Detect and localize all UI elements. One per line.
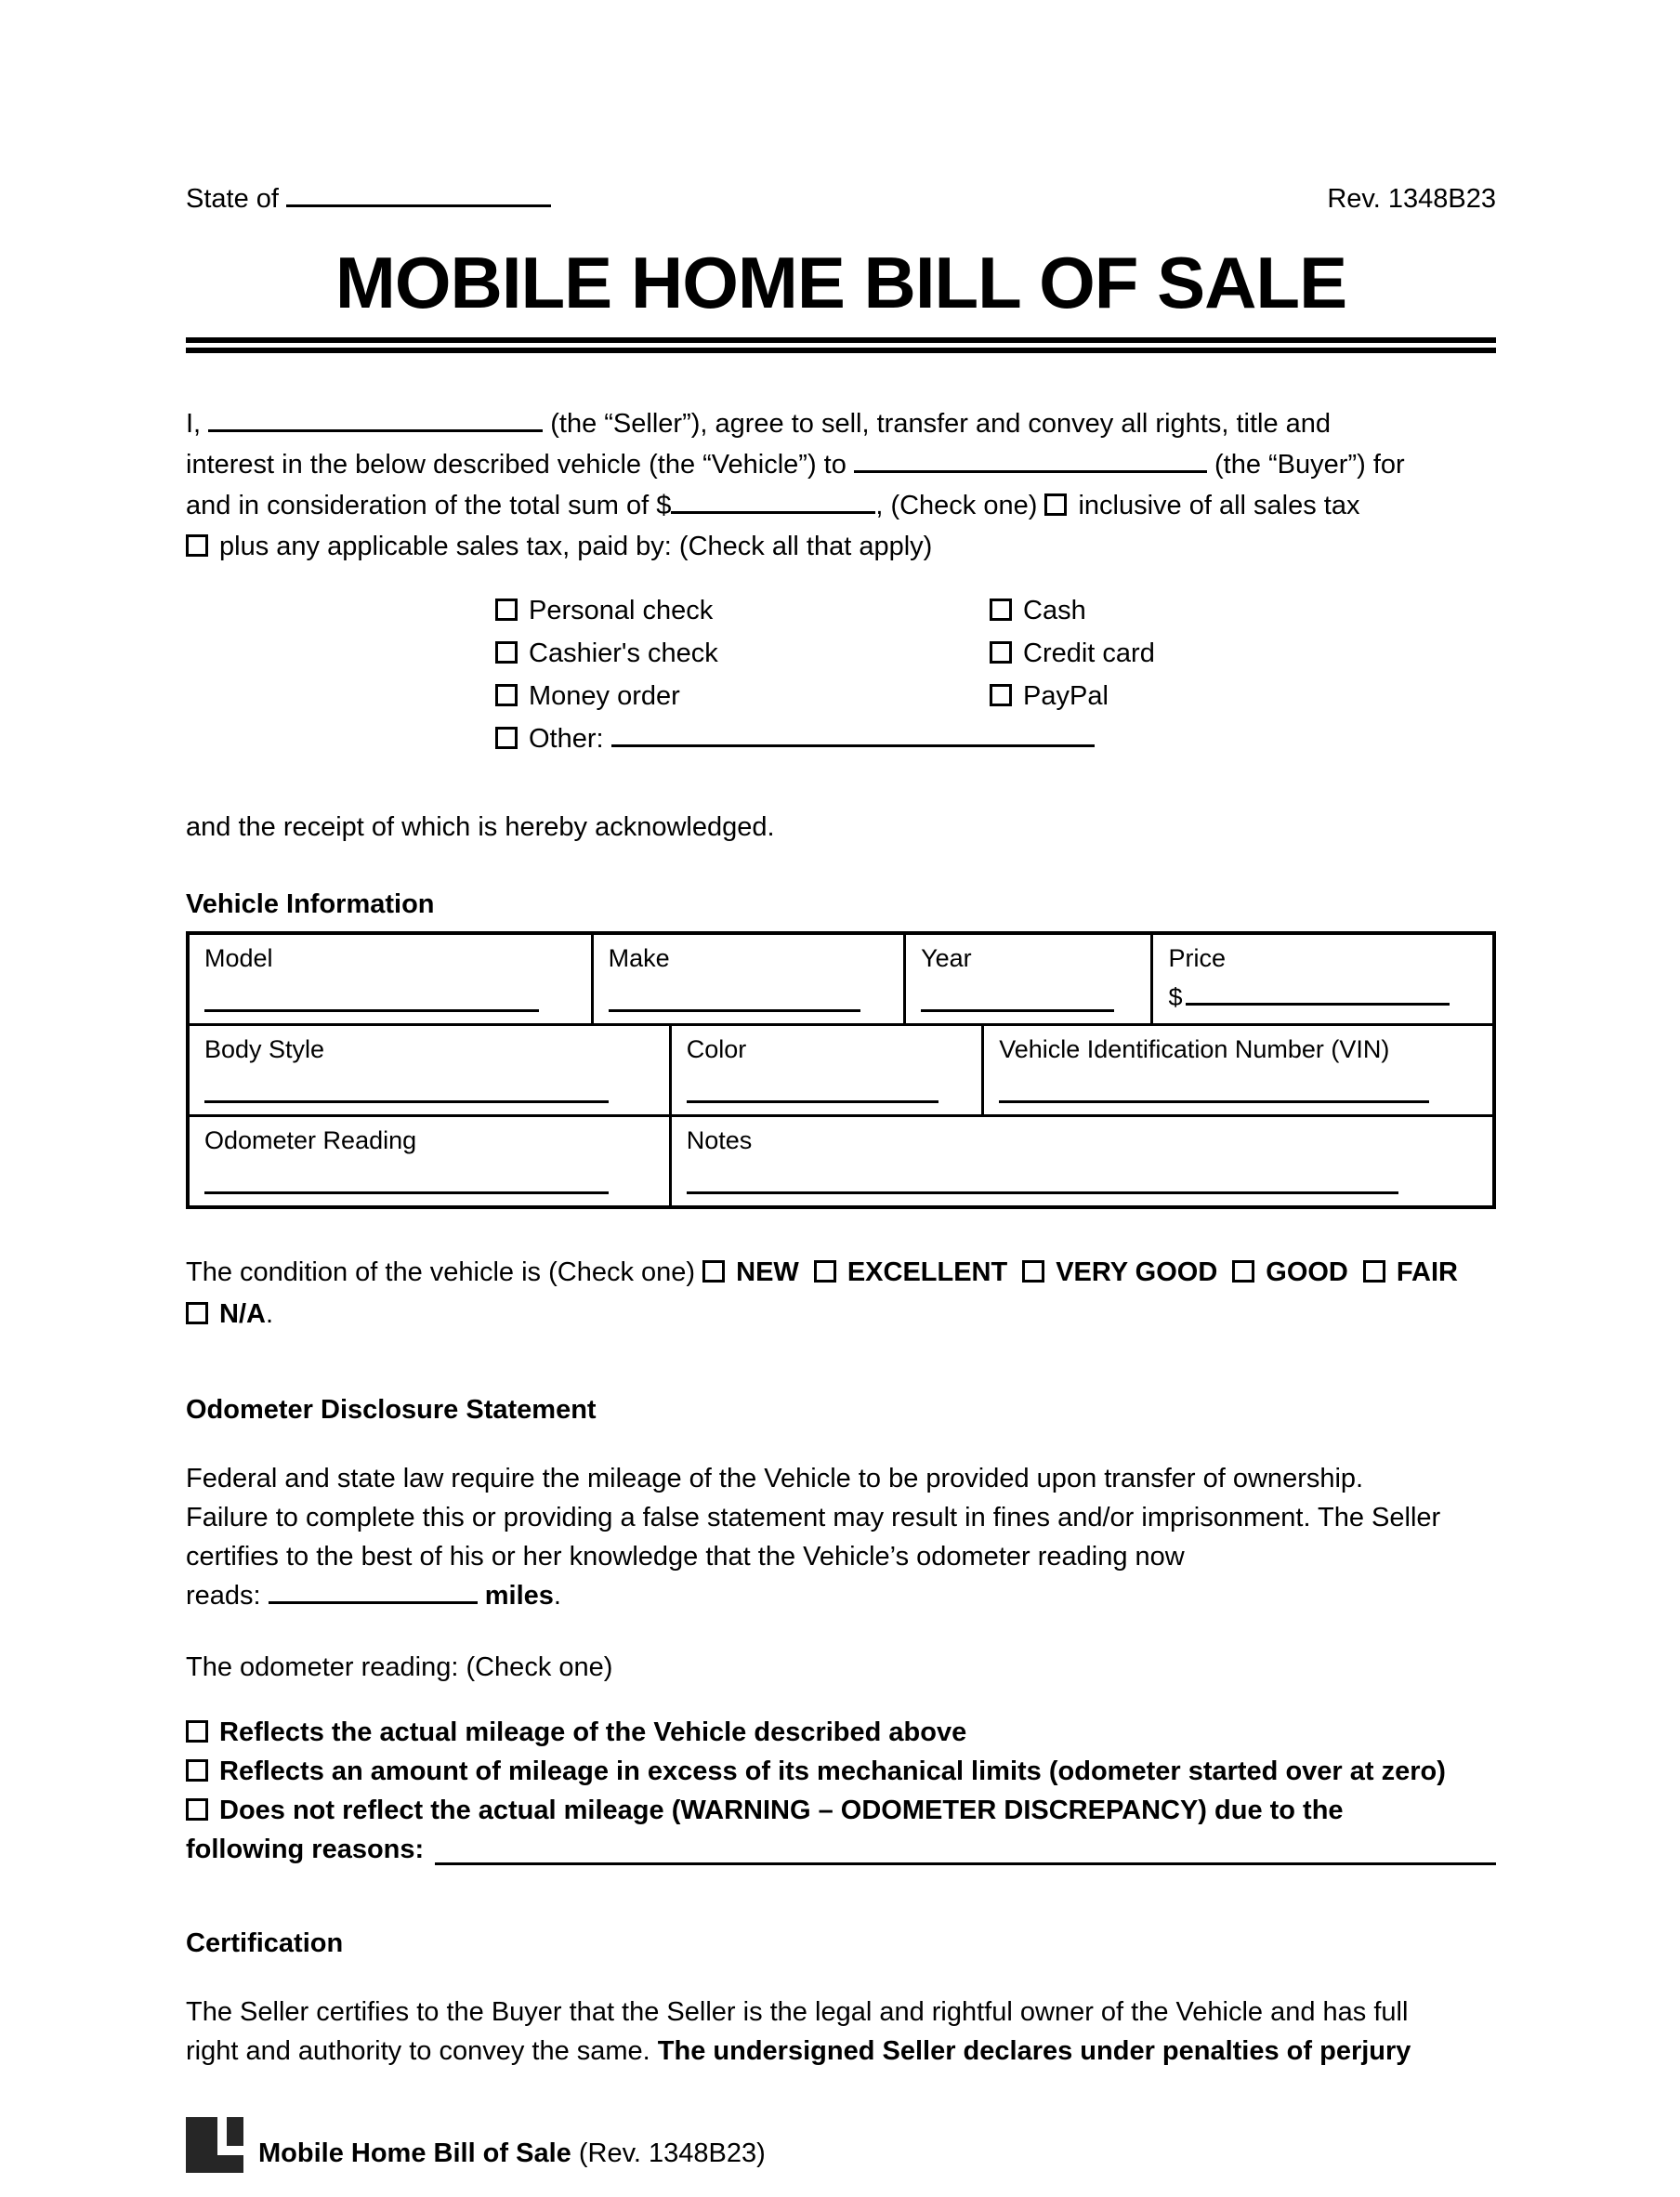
title-divider [186,337,1496,353]
table-row [190,1026,1492,1117]
odometer-reading-prompt: The odometer reading: (Check one) [186,1652,613,1682]
page-title: MOBILE HOME BILL OF SALE [335,242,1347,323]
year-label: Year [921,944,972,972]
color-label: Color [686,1035,747,1063]
table-row [190,1117,1492,1205]
cash-checkbox[interactable] [990,599,1012,621]
following-reasons-label: following reasons: [186,1835,425,1864]
paypal-checkbox[interactable] [990,684,1012,706]
condition-suffix: . [265,1299,274,1329]
condition-prefix: The condition of the vehicle is (Check one) [186,1257,696,1287]
odometer-reading-cell [190,1117,672,1205]
condition-very-good-checkbox[interactable] [1022,1260,1044,1283]
footer-title-line [258,2138,766,2173]
buyer-name-blank[interactable] [854,463,1207,473]
footer-revision: (Rev. 1348B23) [578,2138,766,2168]
condition-very-good-label: VERY GOOD [1056,1257,1218,1287]
intro-text: and in consideration of the total sum of $ [186,491,672,520]
inclusive-sales-tax-checkbox[interactable] [1044,493,1067,516]
model-blank[interactable] [204,1006,539,1012]
paypal-label: PayPal [1023,681,1109,711]
certification-heading: Certification [186,1928,344,1958]
cash-label: Cash [1023,596,1086,625]
certification-bold-text: The undersigned Seller declares under penalties of perjury [657,2036,1411,2066]
condition-excellent-checkbox[interactable] [814,1260,836,1283]
other-payment-checkbox[interactable] [495,727,518,749]
payment-option-row [495,717,1496,760]
state-of-line [186,184,551,215]
vin-blank[interactable] [999,1097,1429,1103]
price-label: Price [1168,944,1226,972]
actual-mileage-label: Reflects the actual mileage of the Vehicle described above [219,1717,967,1747]
credit-card-label: Credit card [1023,638,1155,668]
money-order-label: Money order [529,681,680,711]
legal-templates-logo-icon [186,2117,243,2173]
seller-name-blank[interactable] [208,422,543,432]
odometer-disclosure-heading: Odometer Disclosure Statement [186,1395,597,1425]
vehicle-information-table [186,931,1496,1209]
body-style-cell [190,1026,672,1114]
year-cell [906,935,1153,1023]
mileage-excess-checkbox[interactable] [186,1759,208,1782]
inclusive-sales-tax-label: inclusive of all sales tax [1078,491,1360,520]
odometer-disclosure-paragraph [186,1459,1496,1615]
payment-option-row [990,589,1155,632]
condition-line-2 [186,1294,1496,1335]
odometer-reads-line [186,1576,1496,1615]
condition-excellent-label: EXCELLENT [847,1257,1008,1287]
condition-na-checkbox[interactable] [186,1302,208,1324]
personal-check-label: Personal check [529,596,714,625]
make-cell [594,935,906,1023]
odometer-reading-blank[interactable] [204,1188,609,1194]
sale-amount-blank[interactable] [671,504,875,514]
notes-cell [672,1117,1492,1205]
discrepancy-reasons-blank[interactable] [435,1855,1496,1865]
price-entry-row [1168,983,1477,1012]
intro-text: (the “Buyer”) for [1214,450,1405,480]
intro-line-4 [186,526,1496,567]
odometer-paragraph-line: certifies to the best of his or her knowledge that the Vehicle’s odometer reading now [186,1542,1185,1572]
notes-blank[interactable] [687,1188,1398,1194]
payment-option-row [990,675,1155,717]
condition-line-1 [186,1252,1496,1294]
state-blank[interactable] [286,197,551,207]
other-payment-label: Other: [529,724,604,754]
intro-line-2 [186,444,1496,485]
price-blank[interactable] [1186,999,1449,1006]
make-label: Make [608,944,670,972]
document-content [186,0,1496,2173]
price-cell [1153,935,1492,1023]
color-blank[interactable] [687,1097,938,1103]
plus-sales-tax-checkbox[interactable] [186,534,208,557]
mileage-excess-label: Reflects an amount of mileage in excess of its mechanical limits (odometer started over at zero) [219,1756,1446,1786]
payment-column-right [990,589,1155,717]
condition-fair-label: FAIR [1396,1257,1458,1287]
model-label: Model [204,944,273,972]
actual-mileage-checkbox[interactable] [186,1720,208,1743]
condition-good-checkbox[interactable] [1232,1260,1254,1283]
payment-methods [186,589,1496,760]
vehicle-information-heading: Vehicle Information [186,889,435,919]
condition-na-label: N/A [219,1299,266,1329]
receipt-acknowledgment: and the receipt of which is hereby acknowledged. [186,812,775,842]
odometer-discrepancy-checkbox[interactable] [186,1798,208,1821]
condition-fair-checkbox[interactable] [1363,1260,1385,1283]
document-footer [186,2117,1496,2173]
condition-section [186,1252,1496,1335]
intro-line-3 [186,485,1496,526]
condition-new-checkbox[interactable] [702,1260,725,1283]
odometer-reading-label: Odometer Reading [204,1126,417,1154]
certification-text: right and authority to convey the same. [186,2036,650,2066]
condition-good-label: GOOD [1266,1257,1348,1287]
make-blank[interactable] [609,1006,860,1012]
condition-new-label: NEW [736,1257,799,1287]
model-cell [190,935,594,1023]
miles-label: miles [484,1581,554,1611]
miles-period: . [553,1581,561,1611]
dollar-sign-label: $ [1168,983,1183,1011]
odometer-option-row [186,1713,1496,1752]
notes-label: Notes [686,1126,753,1154]
other-payment-blank[interactable] [611,737,1095,747]
odometer-discrepancy-label: Does not reflect the actual mileage (WARNING – ODOMETER DISCREPANCY) due to the [219,1796,1344,1825]
discrepancy-reasons-row [186,1830,1496,1869]
certification-line-2 [186,2032,1496,2071]
odometer-option-row [186,1791,1496,1830]
color-cell [672,1026,984,1114]
odometer-option-row [186,1752,1496,1791]
intro-text: (the “Seller”), agree to sell, transfer and convey all rights, title and [550,409,1332,439]
body-style-blank[interactable] [204,1097,609,1103]
certification-line-1: The Seller certifies to the Buyer that the Seller is the legal and rightful owner of the Vehicle and has full [186,1997,1409,2027]
state-of-label: State of [186,184,279,214]
body-style-label: Body Style [204,1035,325,1063]
footer-document-title: Mobile Home Bill of Sale [258,2138,571,2168]
personal-check-checkbox[interactable] [495,599,518,621]
money-order-checkbox[interactable] [495,684,518,706]
certification-paragraph [186,1993,1496,2071]
vin-label: Vehicle Identification Number (VIN) [999,1035,1390,1063]
payment-option-row [990,632,1155,675]
year-blank[interactable] [921,1006,1114,1012]
revision-label: Rev. 1348B23 [1327,184,1496,214]
cashiers-check-checkbox[interactable] [495,641,518,664]
cashiers-check-label: Cashier's check [529,638,718,668]
reads-label: reads: [186,1581,261,1611]
credit-card-checkbox[interactable] [990,641,1012,664]
vin-cell [984,1026,1492,1114]
intro-text: I, [186,409,202,439]
intro-paragraph [186,403,1496,567]
intro-text: , (Check one) [875,491,1038,520]
odometer-reading-options [186,1713,1496,1869]
odometer-paragraph-line: Federal and state law require the mileage of the Vehicle to be provided upon transfer of ownership. [186,1464,1364,1493]
intro-line-1 [186,403,1496,444]
document-header [186,184,1496,215]
odometer-miles-blank[interactable] [269,1594,478,1604]
plus-sales-tax-label: plus any applicable sales tax, paid by: (Check all that apply) [219,532,933,561]
odometer-paragraph-line: Failure to complete this or providing a false statement may result in fines and/or imprisonment. The Seller [186,1503,1441,1533]
intro-text: interest in the below described vehicle (the “Vehicle”) to [186,450,847,480]
table-row [190,935,1492,1026]
